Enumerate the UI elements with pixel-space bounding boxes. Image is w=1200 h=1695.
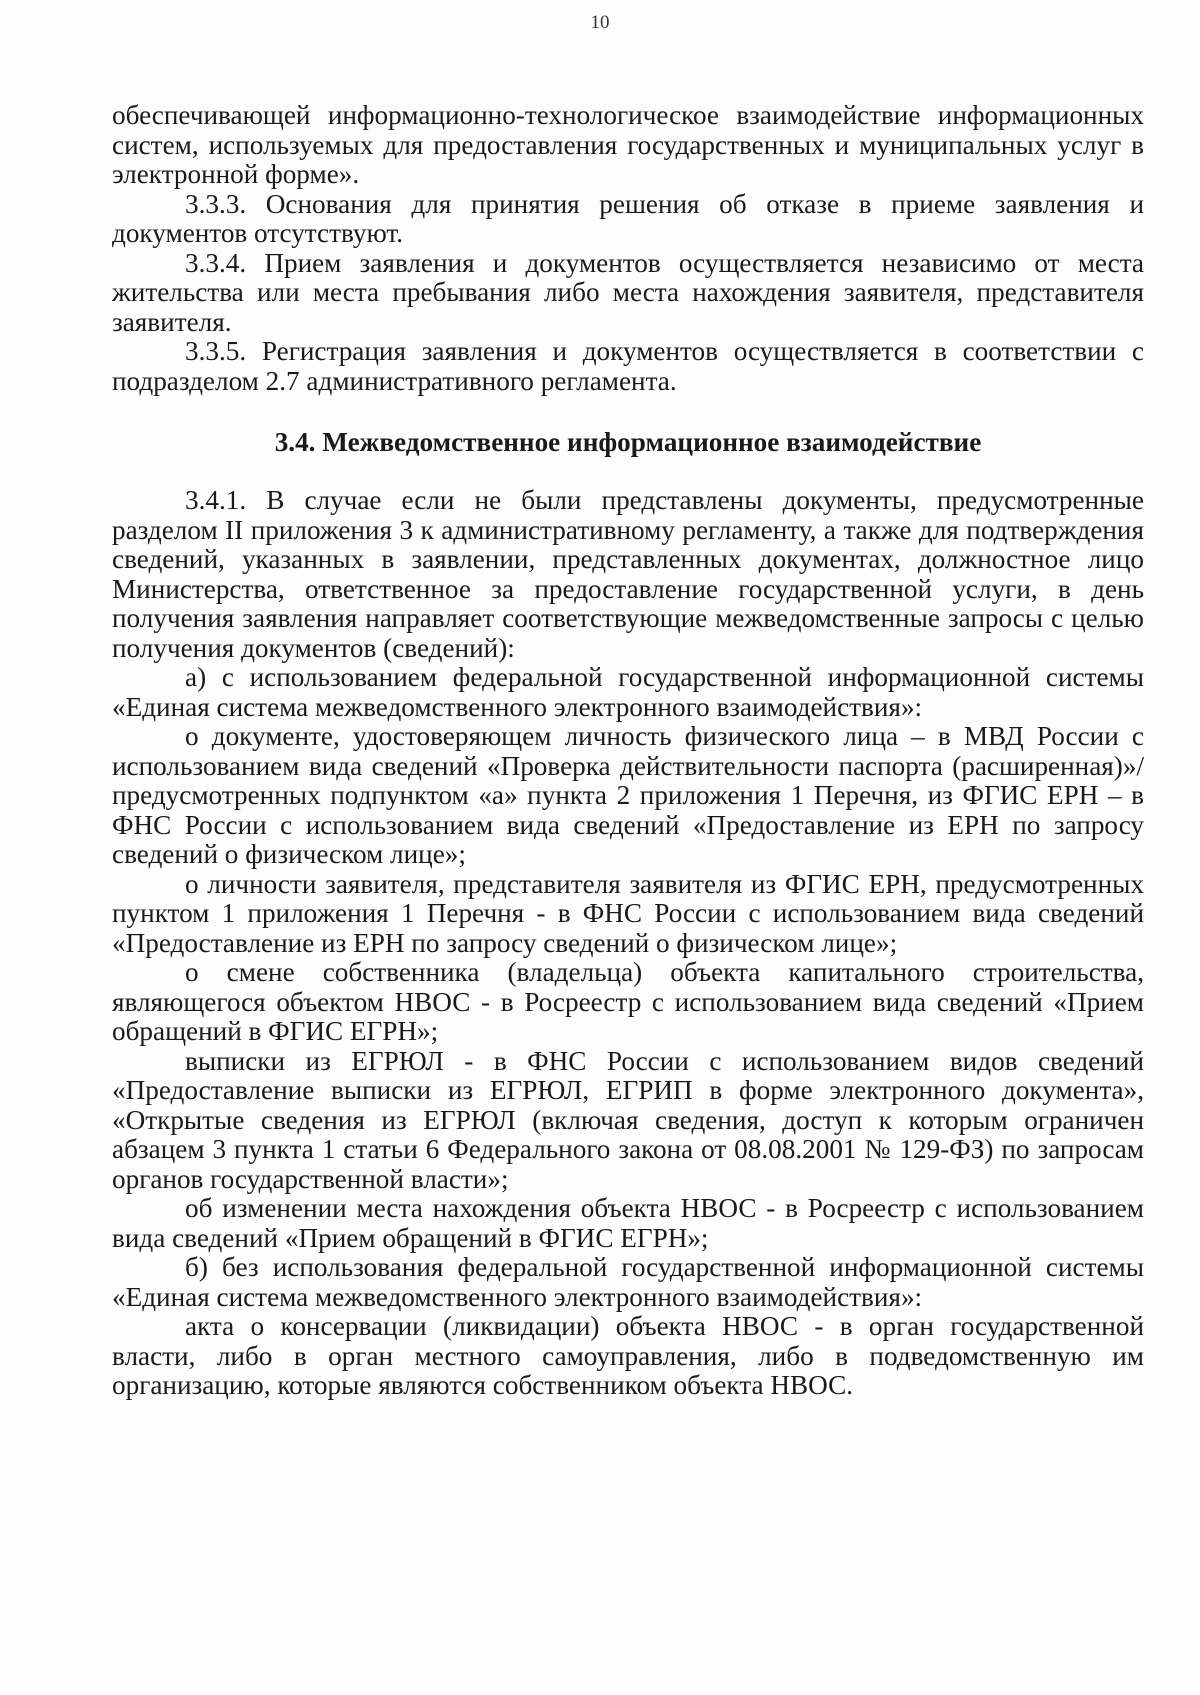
list-item-a: а) с использованием федеральной государственной информационной системы «Единая система межведомственного электронного взаимодействия»: (112, 662, 1144, 722)
paragraph-3-3-3: 3.3.3. Основания для принятия решения об отказе в приеме заявления и документов отсутствуют. (112, 188, 1144, 248)
list-item-a-identity: о личности заявителя, представителя заявителя из ФГИС ЕРН, предусмотренных пунктом 1 приложения 1 Перечня - в ФНС России с использованием вида сведений «Предоставление из ЕРН по запросу сведений о физическом лице»; (112, 868, 1144, 958)
list-item-a-passport: о документе, удостоверяющем личность физического лица – в МВД России с использованием вида сведений «Проверка действительности паспорта (расширенная)»/предусмотренных подпунктом «а» пункта 2 приложения 1 Перечня, из ФГИС ЕРН – в ФНС России с использованием вида сведений «Предоставление из ЕРН по запросу сведений о физическом лице»; (112, 721, 1144, 869)
page-number: 10 (590, 12, 610, 33)
paragraph-3-4-1: 3.4.1. В случае если не были представлены документы, предусмотренные разделом II приложения 3 к административному регламенту, а также для подтверждения сведений, указанных в заявлении, представленных документах, должностное лицо Министерства, ответственное за предоставление государственной услуги, в день получения заявления направляет соответствующие межведомственные запросы с целью получения документов (сведений): (112, 485, 1144, 663)
list-item-a-egrul: выписки из ЕГРЮЛ - в ФНС России с использованием видов сведений «Предоставление выписки из ЕГРЮЛ, ЕГРИП в форме электронного документа», «Открытые сведения из ЕГРЮЛ (включая сведения, доступ к которым ограничен абзацем 3 пункта 1 статьи 6 Федерального закона от 08.08.2001 № 129-ФЗ) по запросам органов государственной власти»; (112, 1045, 1144, 1194)
document-body (112, 101, 1144, 1401)
list-item-a-location-change: об изменении места нахождения объекта НВОС - в Росреестр с использованием вида сведений «Прием обращений в ФГИС ЕГРН»; (112, 1193, 1144, 1253)
list-item-b-conservation-act: акта о консервации (ликвидации) объекта НВОС - в орган государственной власти, либо в орган местного самоуправления, либо в подведомственную им организацию, которые являются собственником объекта НВОС. (112, 1311, 1144, 1400)
paragraph-continuation: обеспечивающей информационно-технологическое взаимодействие информационных систем, используемых для предоставления государственных и муниципальных услуг в электронной форме». (112, 100, 1144, 189)
paragraph-3-3-4: 3.3.4. Прием заявления и документов осуществляется независимо от места жительства или места пребывания либо места нахождения заявителя, представителя заявителя. (112, 247, 1144, 337)
list-item-b: б) без использования федеральной государственной информационной системы «Единая система межведомственного электронного взаимодействия»: (112, 1252, 1144, 1312)
list-item-a-owner-change: о смене собственника (владельца) объекта капитального строительства, являющегося объектом НВОС - в Росреестр с использованием вида сведений «Прием обращений в ФГИС ЕГРН»; (112, 957, 1144, 1046)
section-heading-3-4: 3.4. Межведомственное информационное взаимодействие (274, 427, 982, 457)
paragraph-3-3-5: 3.3.5. Регистрация заявления и документов осуществляется в соответствии с подразделом 2.7 административного регламента. (112, 336, 1144, 396)
